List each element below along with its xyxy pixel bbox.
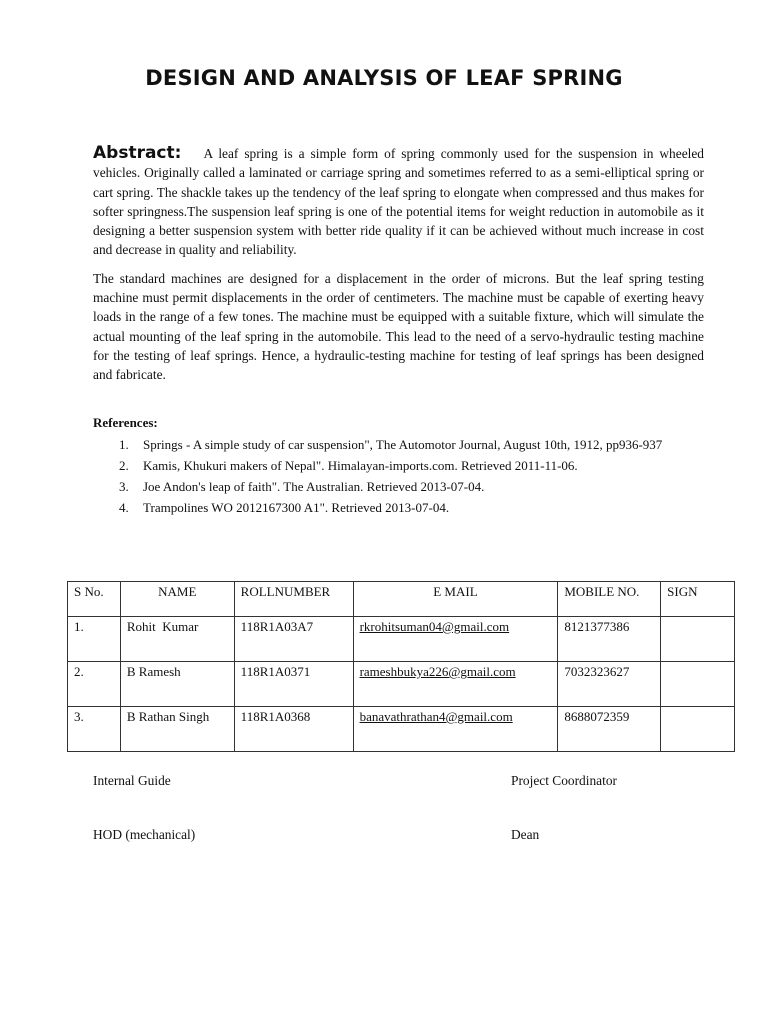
reference-number: 1. xyxy=(119,437,129,452)
cell-sno: 2. xyxy=(68,662,121,707)
project-coordinator-label: Project Coordinator xyxy=(511,773,617,788)
internal-guide-label: Internal Guide xyxy=(93,773,171,788)
reference-number: 3. xyxy=(119,479,129,494)
header-name: NAME xyxy=(120,582,234,617)
reference-text: Joe Andon's leap of faith". The Australian. Retrieved 2013-07-04. xyxy=(143,479,485,494)
reference-number: 2. xyxy=(119,458,129,473)
table-row xyxy=(68,707,735,752)
cell-mobile: 8688072359 xyxy=(558,707,661,752)
cell-rollnumber: 118R1A03A7 xyxy=(234,617,353,662)
header-sign: SIGN xyxy=(661,582,735,617)
cell-mobile: 7032323627 xyxy=(558,662,661,707)
reference-text: Trampolines WO 2012167300 A1". Retrieved 2013-07-04. xyxy=(143,500,450,515)
abstract-label: Abstract: xyxy=(93,143,182,163)
abstract-paragraph-1 xyxy=(93,144,704,260)
hod-label: HOD (mechanical) xyxy=(93,827,196,842)
reference-text: Springs - A simple study of car suspension", The Automotor Journal, August 10th, 1912, pp936-937 xyxy=(143,437,663,452)
reference-item xyxy=(93,499,704,516)
cell-rollnumber: 118R1A0371 xyxy=(234,662,353,707)
header-mobile: MOBILE NO. xyxy=(558,582,661,617)
cell-email-link[interactable]: rameshbukya226@gmail.com xyxy=(353,662,558,707)
cell-sign xyxy=(661,662,735,707)
table-row xyxy=(68,617,735,662)
reference-item xyxy=(93,478,704,495)
header-rollnumber: ROLLNUMBER xyxy=(234,582,353,617)
reference-text: Kamis, Khukuri makers of Nepal". Himalayan-imports.com. Retrieved 2011-11-06. xyxy=(143,458,578,473)
header-email: E MAIL xyxy=(353,582,558,617)
team-members-table xyxy=(67,581,735,752)
references-heading: References: xyxy=(93,415,158,430)
cell-sign xyxy=(661,617,735,662)
cell-name: B Ramesh xyxy=(120,662,234,707)
cell-email-link[interactable]: banavathrathan4@gmail.com xyxy=(353,707,558,752)
table-header-row xyxy=(68,582,735,617)
cell-sign xyxy=(661,707,735,752)
table-row xyxy=(68,662,735,707)
abstract-section xyxy=(93,144,704,385)
references-list xyxy=(93,436,704,520)
cell-sno: 3. xyxy=(68,707,121,752)
abstract-text-1: A leaf spring is a simple form of spring commonly used for the suspension in wheeled vehicles. Originally called a laminated or carriage spring and sometimes referred to as a semi-elliptical spring or cart spring. The shackle takes up the tendency of the leaf spring to elongate when compressed and thus makes for softer springness.The suspension leaf spring is one of the potential items for weight reduction in automobile as it designing a better suspension system with better ride quality if it can be achieved without much increase in cost and decrease in quality and reliability. xyxy=(93,146,704,258)
cell-name: B Rathan Singh xyxy=(120,707,234,752)
cell-mobile: 8121377386 xyxy=(558,617,661,662)
reference-item xyxy=(93,457,704,474)
cell-email-link[interactable]: rkrohitsuman04@gmail.com xyxy=(353,617,558,662)
cell-sno: 1. xyxy=(68,617,121,662)
abstract-paragraph-2: The standard machines are designed for a displacement in the order of microns. But the leaf spring testing machine must permit displacements in the order of centimeters. The machine must be capable of exerting heavy loads in the range of a few tones. The machine must be equipped with a suitable fixture, which will simulate the actual mounting of the leaf spring in the automobile. This lead to the need of a servo-hydraulic testing machine for the testing of leaf springs. Hence, a hydraulic-testing machine for testing of leaf springs has been designed and fabricate. xyxy=(93,270,704,383)
reference-item xyxy=(93,436,704,453)
dean-label: Dean xyxy=(511,827,540,842)
cell-name: Rohit Kumar xyxy=(120,617,234,662)
header-sno: S No. xyxy=(68,582,121,617)
document-title: DESIGN AND ANALYSIS OF LEAF SPRING xyxy=(145,66,623,90)
reference-number: 4. xyxy=(119,500,129,515)
cell-rollnumber: 118R1A0368 xyxy=(234,707,353,752)
